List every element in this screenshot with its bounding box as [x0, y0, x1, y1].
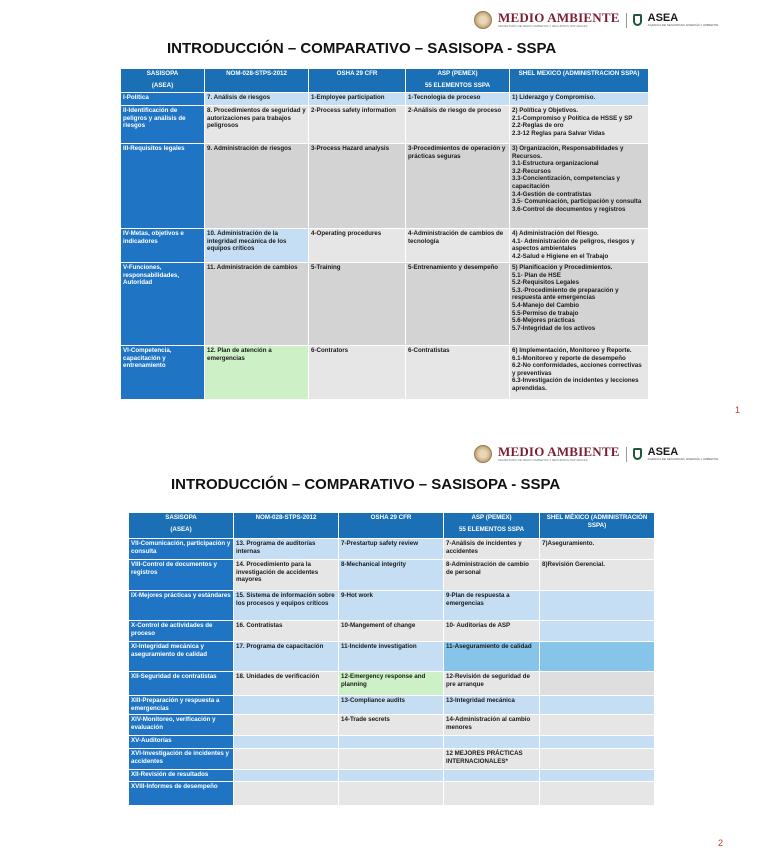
table-row	[121, 229, 649, 263]
nom-cell: 14. Procedimiento para la investigación de accidentes mayores	[234, 560, 339, 591]
shel-cell	[540, 696, 655, 715]
asp-cell: 14-Administración al cambio menores	[444, 715, 540, 736]
osha-cell: 5-Training	[309, 263, 406, 346]
nom-cell	[234, 736, 339, 749]
sasisopa-cell: IX-Mejores prácticas y estándares	[129, 591, 234, 621]
shel-cell: 3) Organización, Responsabilidades y Recursos. 3.1-Estructura organizacional 3.2-Recursos 3.3-Concientización, competencias y capacitación 3.4-Gestión de contratistas 3.5- Comunicación, participación y consulta 3.6-Control de documentos y registros	[510, 144, 649, 229]
sasisopa-cell: XVIII-Informes de desempeño	[129, 782, 234, 806]
osha-cell	[339, 749, 444, 770]
osha-cell: 6-Contrators	[309, 346, 406, 400]
nom-cell: 8. Procedimientos de seguridad y autorizaciones para trabajos peligrosos	[205, 106, 309, 144]
shel-cell	[540, 591, 655, 621]
sasisopa-cell: XIII-Preparación y respuesta a emergencias	[129, 696, 234, 715]
asp-cell: 13-Integridad mecánica	[444, 696, 540, 715]
mexico-seal-icon	[474, 11, 492, 29]
asp-cell: 1-Tecnología de proceso	[406, 93, 510, 106]
sasisopa-cell: I-Política	[121, 93, 205, 106]
agency-name: ASEA AGENCIA DE SEGURIDAD, ENERGÍA Y AMBIENTE	[647, 446, 719, 461]
asp-cell: 3-Procedimientos de operación y prácticas seguras	[406, 144, 510, 229]
nom-cell: 10. Administración de la integridad mecánica de los equipos críticos	[205, 229, 309, 263]
slide-title: INTRODUCCIÓN – COMPARATIVO – SASISOPA - SSPA	[171, 476, 561, 493]
nom-cell	[234, 782, 339, 806]
table-row	[129, 770, 655, 782]
nom-cell: 13. Programa de auditorías internas	[234, 539, 339, 560]
slide-2	[0, 433, 768, 866]
sasisopa-cell: VIII-Control de documentos y registros	[129, 560, 234, 591]
header-nom: NOM-028-STPS-2012	[205, 69, 309, 93]
table-row	[121, 263, 649, 346]
header-osha: OSHA 29 CFR	[339, 513, 444, 539]
table-row	[129, 715, 655, 736]
sasisopa-cell: XII-Revisión de resultados	[129, 770, 234, 782]
header-shel: SHEL MEXICO (ADMINISTRACION SSPA)	[510, 69, 649, 93]
shel-cell	[540, 770, 655, 782]
shel-cell: 8)Revisión Gerencial.	[540, 560, 655, 591]
osha-cell: 7-Prestartup safety review	[339, 539, 444, 560]
osha-cell: 9-Hot work	[339, 591, 444, 621]
table-header-row	[121, 69, 649, 93]
nom-cell	[234, 770, 339, 782]
shel-cell: 1) Liderazgo y Compromiso.	[510, 93, 649, 106]
nom-cell: 15. Sistema de información sobre los procesos y equipos críticos	[234, 591, 339, 621]
logo-divider	[626, 447, 627, 462]
shel-cell	[540, 749, 655, 770]
table-row	[129, 736, 655, 749]
nom-cell: 9. Administración de riesgos	[205, 144, 309, 229]
header-osha: OSHA 29 CFR	[309, 69, 406, 93]
osha-cell: 11-Incidente investigation	[339, 642, 444, 672]
logo-divider	[626, 13, 627, 28]
header-logo	[474, 445, 718, 463]
asp-cell: 4-Administración de cambios de tecnología	[406, 229, 510, 263]
asp-cell: 11-Aseguramiento de calidad	[444, 642, 540, 672]
shel-cell: 4) Administración del Riesgo. 4.1- Administración de peligros, riesgos y aspectos ambientales 4.2-Salud e Higiene en el Trabajo	[510, 229, 649, 263]
osha-cell: 1-Employee participation	[309, 93, 406, 106]
table-row	[121, 346, 649, 400]
asp-cell	[444, 782, 540, 806]
asp-cell: 6-Contratistas	[406, 346, 510, 400]
shel-cell	[540, 642, 655, 672]
header-asp: ASP (PEMEX) 55 ELEMENTOS SSPA	[444, 513, 540, 539]
header-sasisopa: SASISOPA (ASEA)	[129, 513, 234, 539]
comparison-table	[128, 512, 655, 806]
osha-cell: 12-Emergency response and planning	[339, 672, 444, 696]
sasisopa-cell: IV-Metas, objetivos e indicadores	[121, 229, 205, 263]
header-shel: SHEL MÉXICO (ADMINISTRACIÓN SSPA)	[540, 513, 655, 539]
shel-cell	[540, 782, 655, 806]
osha-cell: 8-Mechanical integrity	[339, 560, 444, 591]
sasisopa-cell: VI-Competencia, capacitación y entrenamiento	[121, 346, 205, 400]
sasisopa-cell: III-Requisitos legales	[121, 144, 205, 229]
asp-cell: 2-Análisis de riesgo de proceso	[406, 106, 510, 144]
asp-cell: 8-Administración de cambio de personal	[444, 560, 540, 591]
osha-cell	[339, 736, 444, 749]
sasisopa-cell: VII-Comunicación, participación y consulta	[129, 539, 234, 560]
shel-cell	[540, 736, 655, 749]
nom-cell: 11. Administración de cambios	[205, 263, 309, 346]
sasisopa-cell: XVI-Investigación de incidentes y accidentes	[129, 749, 234, 770]
sasisopa-cell: X-Control de actividades de proceso	[129, 621, 234, 642]
table-row	[129, 560, 655, 591]
header-sasisopa: SASISOPA (ASEA)	[121, 69, 205, 93]
osha-cell: 14-Trade secrets	[339, 715, 444, 736]
nom-cell: 7. Análisis de riesgos	[205, 93, 309, 106]
table-row	[129, 672, 655, 696]
table-row	[129, 539, 655, 560]
shel-cell: 7)Aseguramiento.	[540, 539, 655, 560]
osha-cell: 2-Process safety information	[309, 106, 406, 144]
table-row	[129, 749, 655, 770]
asp-cell: 9-Plan de respuesta a emergencias	[444, 591, 540, 621]
osha-cell: 10-Mangement of change	[339, 621, 444, 642]
nom-cell: 17. Programa de capacitación	[234, 642, 339, 672]
table-row	[129, 696, 655, 715]
shel-cell: 2) Política y Objetivos. 2.1-Compromiso y Política de HSSE y SP 2.2-Reglas de oro 2.3-12 Reglas para Salvar Vidas	[510, 106, 649, 144]
nom-cell	[234, 749, 339, 770]
nom-cell: 16. Contratistas	[234, 621, 339, 642]
table-row	[129, 621, 655, 642]
osha-cell	[339, 770, 444, 782]
sasisopa-cell: XII-Seguridad de contratistas	[129, 672, 234, 696]
osha-cell: 3-Process Hazard analysis	[309, 144, 406, 229]
table-header-row	[129, 513, 655, 539]
nom-cell	[234, 696, 339, 715]
shel-cell: 5) Planificación y Procedimientos. 5.1- Plan de HSE 5.2-Requisitos Legales 5.3.-Procedimiento de preparación y respuesta ante emergencias 5.4-Manejo del Cambio 5.5-Permiso de trabajo 5.6-Mejores prácticas 5.7-Integridad de los activos	[510, 263, 649, 346]
asea-shield-icon	[633, 448, 642, 460]
osha-cell: 4-Operating procedures	[309, 229, 406, 263]
asp-cell: 12 MEJORES PRÁCTICAS INTERNACIONALES*	[444, 749, 540, 770]
header-logo	[474, 11, 718, 29]
slide-title: INTRODUCCIÓN – COMPARATIVO – SASISOPA - SSPA	[167, 40, 557, 57]
osha-cell: 13-Compliance audits	[339, 696, 444, 715]
nom-cell	[234, 715, 339, 736]
table-row	[129, 642, 655, 672]
mexico-seal-icon	[474, 445, 492, 463]
asea-shield-icon	[633, 14, 642, 26]
table-row	[121, 106, 649, 144]
brand-name: MEDIO AMBIENTE SECRETARÍA DE MEDIO AMBIENTE Y RECURSOS NATURALES	[498, 10, 620, 28]
table-row	[121, 144, 649, 229]
shel-cell	[540, 672, 655, 696]
table-row	[121, 93, 649, 106]
page-number: 2	[718, 838, 724, 848]
sasisopa-cell: V-Funciones, responsabilidades, Autoridad	[121, 263, 205, 346]
osha-cell	[339, 782, 444, 806]
asp-cell	[444, 770, 540, 782]
shel-cell: 6) Implementación, Monitoreo y Reporte. 6.1-Monitoreo y reporte de desempeño 6.2-No conformidades, acciones correctivas y preventivas 6.3-Investigación de incidentes y lecciones aprendidas.	[510, 346, 649, 400]
page-number: 1	[735, 405, 741, 415]
table-row	[129, 591, 655, 621]
asp-cell	[444, 736, 540, 749]
nom-cell: 12. Plan de atención a emergencias	[205, 346, 309, 400]
agency-name: ASEA AGENCIA DE SEGURIDAD, ENERGÍA Y AMBIENTE	[647, 12, 719, 27]
header-asp: ASP (PEMEX) 55 ELEMENTOS SSPA	[406, 69, 510, 93]
sasisopa-cell: XIV-Monitoreo, verificación y evaluación	[129, 715, 234, 736]
table-row	[129, 782, 655, 806]
brand-name: MEDIO AMBIENTE SECRETARÍA DE MEDIO AMBIENTE Y RECURSOS NATURALES	[498, 444, 620, 462]
asp-cell: 7-Análisis de incidentes y accidentes	[444, 539, 540, 560]
asp-cell: 10- Auditorías de ASP	[444, 621, 540, 642]
nom-cell: 18. Unidades de verificación	[234, 672, 339, 696]
sasisopa-cell: XI-Integridad mecánica y aseguramiento de calidad	[129, 642, 234, 672]
asp-cell: 12-Revisión de seguridad de pre arranque	[444, 672, 540, 696]
asp-cell: 5-Entrenamiento y desempeño	[406, 263, 510, 346]
header-nom: NOM-028-STPS-2012	[234, 513, 339, 539]
shel-cell	[540, 621, 655, 642]
sasisopa-cell: II-Identificación de peligros y análisis de riesgos	[121, 106, 205, 144]
shel-cell	[540, 715, 655, 736]
sasisopa-cell: XV-Auditorías	[129, 736, 234, 749]
comparison-table	[120, 68, 649, 400]
